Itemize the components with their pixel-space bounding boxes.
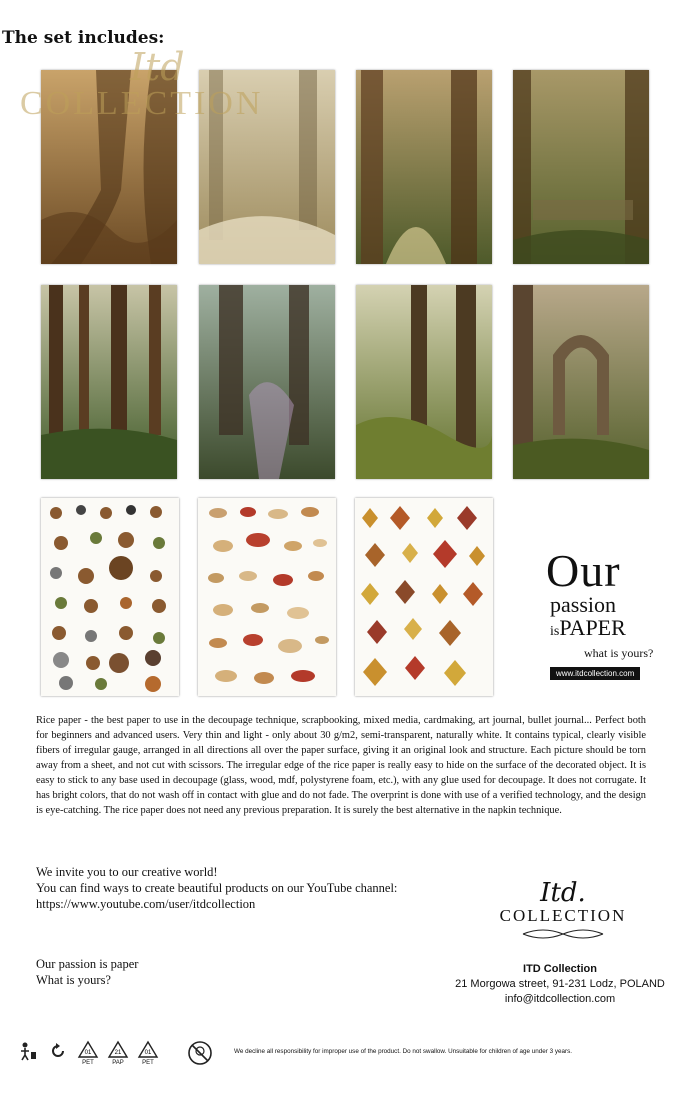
forest-sheet-1[interactable] xyxy=(41,70,177,264)
leaves-sheet[interactable] xyxy=(355,498,493,696)
forest-sheet-5[interactable] xyxy=(41,285,177,479)
passion-line-1: Our passion is paper xyxy=(36,957,139,971)
forest-sheet-7[interactable] xyxy=(356,285,492,479)
recycle-pet-icon-2 xyxy=(136,1040,160,1066)
recycle-arrow-icon xyxy=(46,1040,70,1066)
disclaimer: We decline all responsibility for improper use of the product. Do not swallow. Unsuitable for children of age under 3 years. xyxy=(234,1048,572,1055)
invite-block xyxy=(36,864,397,912)
company-email[interactable]: info@itdcollection.com xyxy=(504,993,616,1005)
forest-sheet-4[interactable] xyxy=(513,70,649,264)
mushrooms-sheet[interactable] xyxy=(198,498,336,696)
slogan-block xyxy=(546,545,656,681)
recycle-number-3: 01 xyxy=(144,1050,152,1056)
no-children-warning-icon xyxy=(188,1040,212,1066)
passion-line-2: What is yours? xyxy=(36,973,111,987)
invite-line-1: We invite you to our creative world! xyxy=(36,865,218,879)
slogan-url[interactable]: www.itdcollection.com xyxy=(550,667,640,680)
company-info xyxy=(440,962,680,1007)
slogan-is-paper: isPAPER xyxy=(550,615,626,640)
tidyman-icon xyxy=(16,1040,40,1066)
watermark-collection: COLLECTION xyxy=(20,85,264,122)
itd-logo xyxy=(488,880,638,947)
logo-itd: Itd. xyxy=(540,878,586,908)
forest-sheet-3[interactable] xyxy=(356,70,492,264)
company-address: 21 Morgowa street, 91-231 Lodz, POLAND xyxy=(455,978,665,990)
recycle-pap-icon xyxy=(106,1040,130,1066)
footer-icons xyxy=(16,1038,212,1068)
set-title: The set includes: xyxy=(2,28,165,48)
animals-sheet[interactable] xyxy=(41,498,179,696)
forest-sheet-8[interactable] xyxy=(513,285,649,479)
passion-block xyxy=(36,956,138,988)
recycle-label-1: PET xyxy=(82,1060,94,1066)
forest-sheet-6[interactable] xyxy=(199,285,335,479)
invite-line-2: You can find ways to create beautiful products on our YouTube channel: xyxy=(36,881,398,895)
recycle-pet-icon-1 xyxy=(76,1040,100,1066)
recycle-number-2: 21 xyxy=(114,1050,122,1056)
logo-ornament-icon xyxy=(518,926,608,942)
forest-sheet-2[interactable] xyxy=(199,70,335,264)
youtube-link[interactable]: https://www.youtube.com/user/itdcollection xyxy=(36,897,256,911)
logo-collection: COLLECTION xyxy=(499,906,627,925)
recycle-label-3: PET xyxy=(142,1060,154,1066)
watermark-itd: Itd xyxy=(130,45,185,89)
recycle-number-1: 01 xyxy=(84,1050,92,1056)
slogan-passion: passion xyxy=(550,592,616,617)
slogan-our: Our xyxy=(546,545,621,596)
recycle-label-2: PAP xyxy=(112,1060,124,1066)
company-name: ITD Collection xyxy=(523,963,597,975)
product-description: Rice paper - the best paper to use in the decoupage technique, scrapbooking, mixed media, cardmaking, art journal, bullet journal... Perfect both for beginners and advanced users. Very thin and light - only about 30 g/m2, semi-transparent, naturally white. It contains typical, clearly visible fibers of irregular gauge, arranged in all directions all over the paper surface, giving it an original look and structure. Each picture should be torn away from a sheet, and not cut with scissors. The irregular edge of the rice paper is really easy to hide on the surface of the decorated object. It is easy to stick to any base used in decoupage (glass, wood, mdf, polystyrene foam, etc.), with any glue used for decoupage. It does not corrugate. It has bright colors, that do not wash off in contact with glue and do not fade. The overprint is done with use of a verified technology, and the design is eye-catching. The rice paper does not need any previous preparation. It is surely the best alternative in the napkin technique. xyxy=(36,715,646,816)
slogan-question: what is yours? xyxy=(584,646,654,660)
